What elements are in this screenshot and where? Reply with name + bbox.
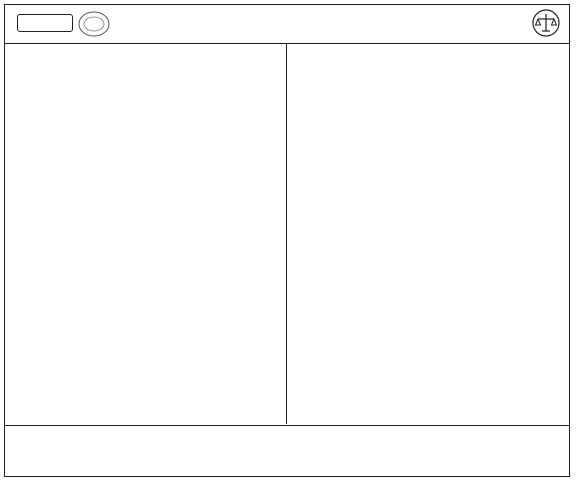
text-column-right <box>286 44 569 424</box>
signature-line <box>17 441 557 461</box>
text-column-left <box>5 44 286 424</box>
official-stamp-icon <box>77 9 111 39</box>
notice-date <box>15 376 75 390</box>
judiciary-emblem-icon <box>531 8 561 38</box>
paragraph <box>13 88 278 101</box>
notice <box>4 4 570 477</box>
notice-code-badge <box>17 14 73 32</box>
paragraph <box>13 69 278 82</box>
notice-body <box>5 44 569 424</box>
paragraph <box>13 50 278 63</box>
paragraph <box>295 69 561 82</box>
notice-header <box>5 5 569 44</box>
notice-footer <box>5 425 569 477</box>
paragraph <box>295 88 561 101</box>
paragraph <box>295 50 561 63</box>
